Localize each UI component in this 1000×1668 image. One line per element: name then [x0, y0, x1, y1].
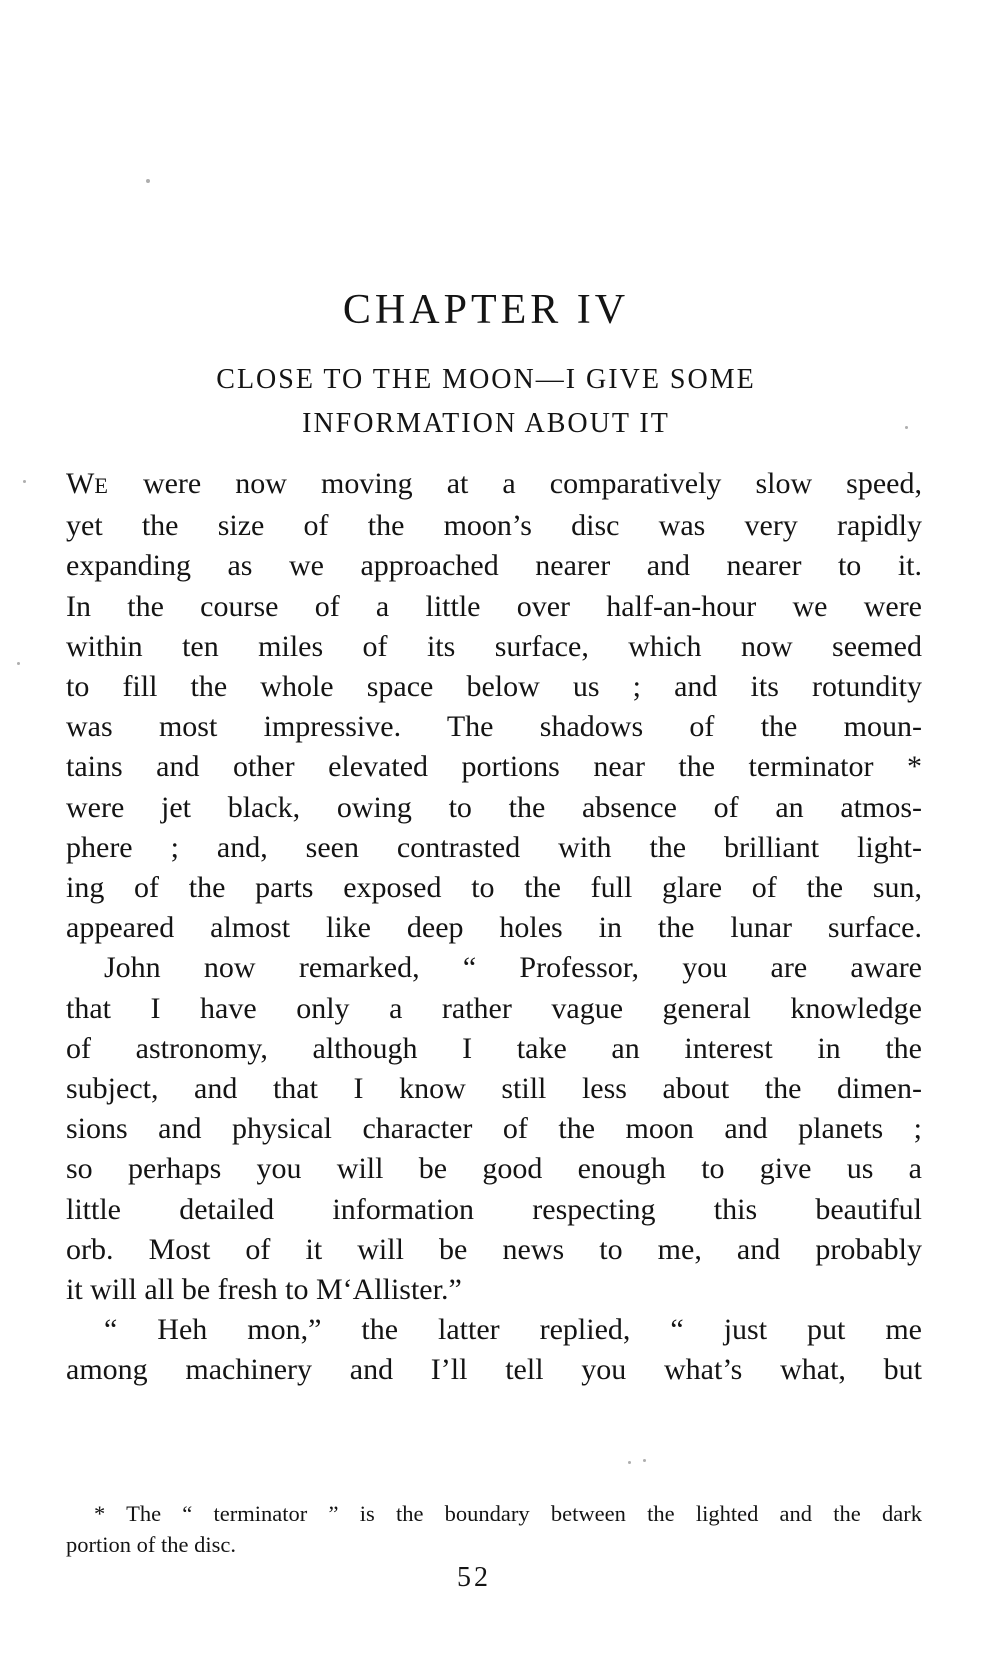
body-line: were jet black, owing to the absence of an atmos-: [66, 790, 922, 824]
body-line-text: were now moving at a comparatively slow speed,: [108, 467, 922, 500]
body-line: In the course of a little over half-an-hour we were: [66, 589, 922, 623]
scan-speck: [146, 179, 150, 183]
page-number: 52: [457, 1562, 491, 1593]
scan-speck: [23, 480, 26, 483]
body-line: tains and other elevated portions near the terminator *: [66, 750, 922, 784]
body-line: “ Heh mon,” the latter replied, “ just put me: [104, 1313, 922, 1347]
body-line: orb. Most of it will be news to me, and probably: [66, 1232, 922, 1266]
body-line: it will all be fresh to M‘Allister.”: [66, 1273, 462, 1307]
body-text: [66, 464, 922, 1391]
body-line: so perhaps you will be good enough to give us a: [66, 1152, 922, 1186]
footnote: [66, 1498, 922, 1560]
body-line: little detailed information respecting this beautiful: [66, 1192, 922, 1226]
small-cap: E: [94, 473, 109, 498]
body-line: subject, and that I know still less about the dimen-: [66, 1072, 922, 1106]
body-line: [66, 464, 922, 506]
body-line: ing of the parts exposed to the full glare of the sun,: [66, 871, 922, 905]
body-line: sions and physical character of the moon and planets ;: [66, 1112, 922, 1146]
drop-initial: W: [66, 467, 95, 500]
scan-speck: [643, 1459, 646, 1462]
chapter-heading: CHAPTER IV: [342, 287, 630, 333]
footnote-line: * The “ terminator ” is the boundary between the lighted and the dark: [94, 1501, 922, 1526]
body-line: yet the size of the moon’s disc was very rapidly: [66, 509, 922, 543]
body-line: expanding as we approached nearer and nearer to it.: [66, 549, 922, 583]
body-line: to fill the whole space below us ; and its rotundity: [66, 670, 922, 704]
body-line: John now remarked, “ Professor, you are aware: [104, 951, 922, 985]
body-line: appeared almost like deep holes in the lunar surface.: [66, 911, 922, 945]
body-line: of astronomy, although I take an interest in the: [66, 1031, 922, 1065]
chapter-subtitle-line-1: CLOSE TO THE MOON—I GIVE SOME: [216, 364, 756, 395]
chapter-subtitle-line-2: INFORMATION ABOUT IT: [302, 408, 670, 439]
footnote-line: portion of the disc.: [66, 1532, 236, 1557]
body-line: that I have only a rather vague general knowledge: [66, 991, 922, 1025]
scan-speck: [17, 662, 20, 665]
scan-speck: [628, 1461, 631, 1464]
body-line: among machinery and I’ll tell you what’s what, but: [66, 1353, 922, 1387]
body-line: phere ; and, seen contrasted with the brilliant light-: [66, 830, 922, 864]
body-line: within ten miles of its surface, which now seemed: [66, 629, 922, 663]
chapter-subtitle: [50, 358, 922, 446]
body-line: was most impressive. The shadows of the moun-: [66, 710, 922, 744]
